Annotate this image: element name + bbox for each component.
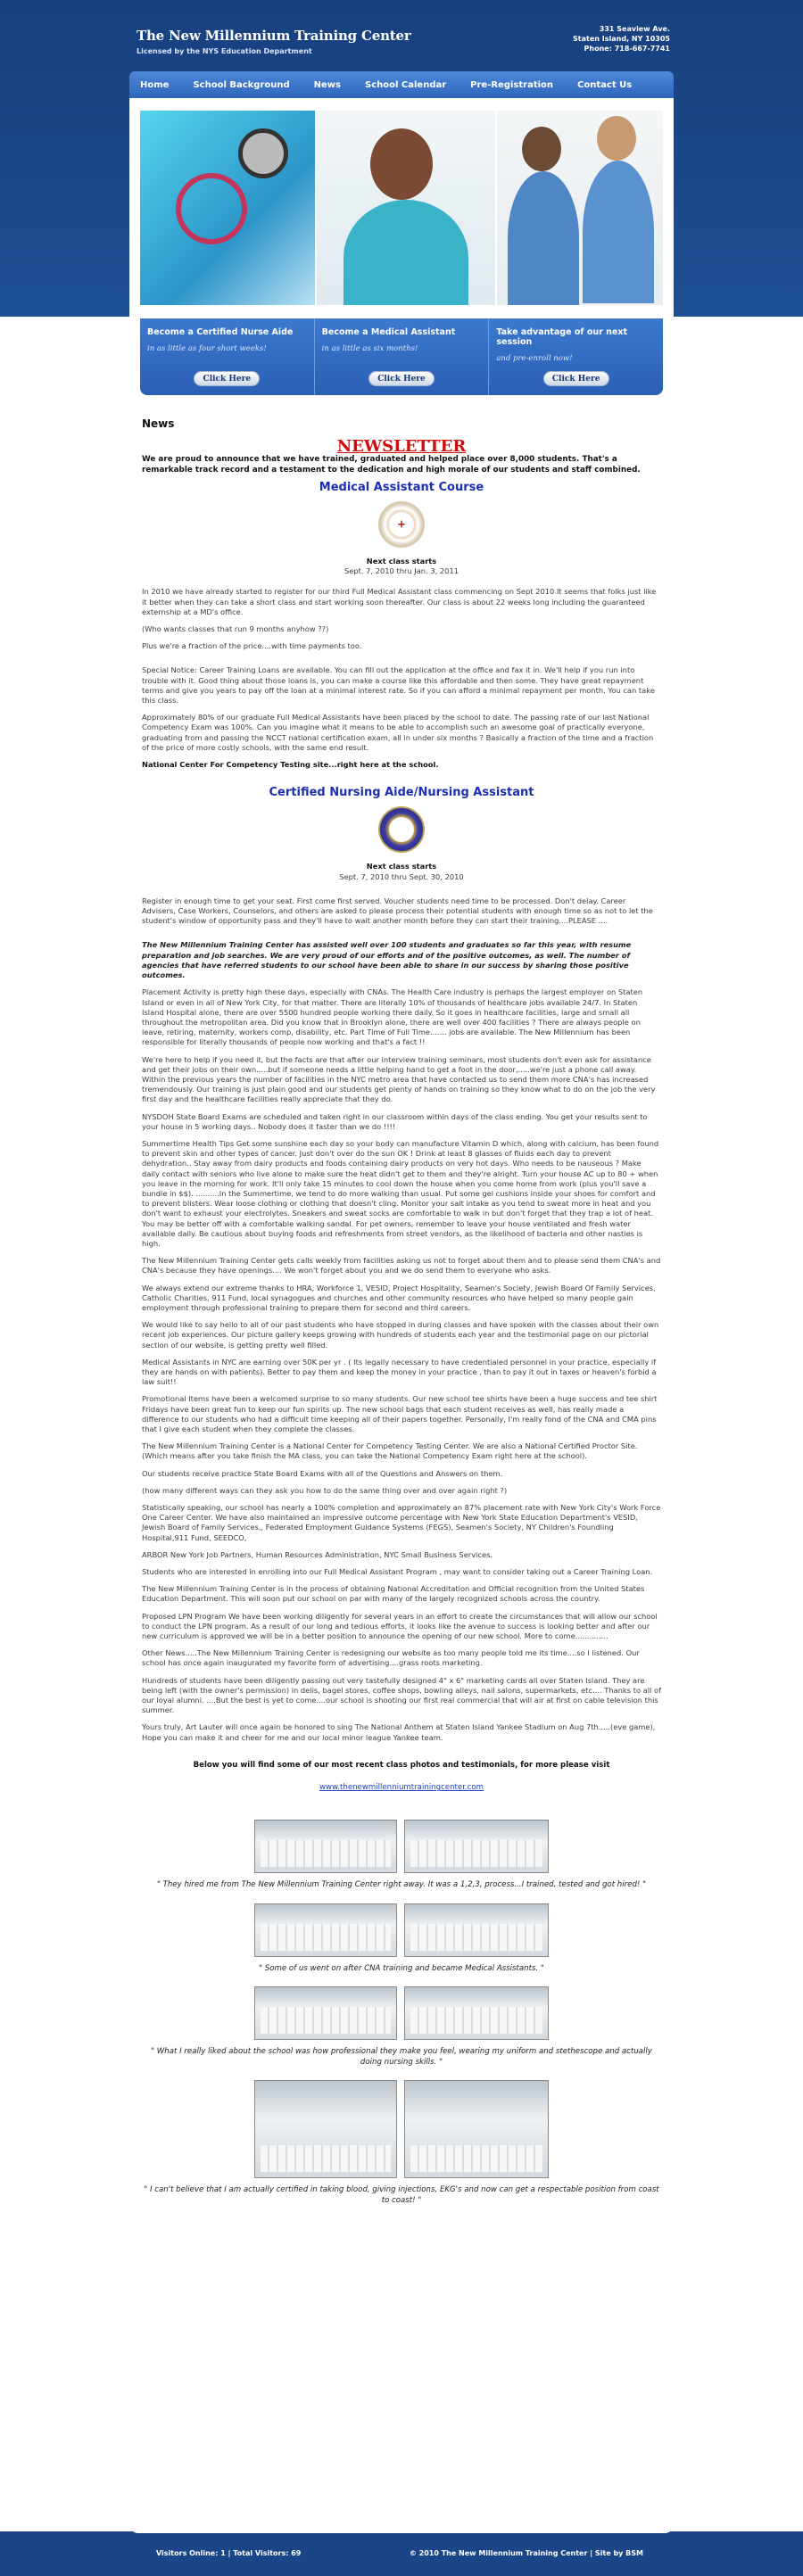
- testimonial: " What I really liked about the school was how professional they make you feel, wearing my uniform and stethescope and actually doing nursing skills. ": [151, 2047, 652, 2067]
- class-photo: [404, 1986, 549, 2040]
- promo-bar: [140, 318, 663, 395]
- cna-paragraph: The New Millennium Training Center gets calls weekly from facilities asking us not to forget about them and to please send them CNA's and CNA's because they have openings.... We won't forget about you and we do send them to everyone who asks.: [142, 1256, 661, 1276]
- class-photos: [254, 1986, 549, 2040]
- cna-paragraph: Summertime Health Tips Get some sunshine each day so your body can manufacture Vitamin D which, along with calcium, has been found to prevent skin and other types of cancer. Just don't over do the sun OK ! Drink at least 8 glasses of fluids each day to prevent dehydration.. Stay away from dairy products and foods containing dairy products on very hot days. Who needs to be nauseous ? Make daily contact with seniors who live alone to make sure the heat didn't get to them and they're alright. Turn your house AC up to 80 + when you leave in the morning for work. It'll only take 15 minutes to cool down the house when you come home from work (plus you'll save a bundle in $$). ..........In the Summertime, we tend to do more walking than usual. Put some gel cushions inside your shoes for comfort and to prevent blisters. Wear loose clothing or clothing that doesn't cling. Monitor your salt intake as you tend to sweat more in heat and you don't want to exhaust your electrolytes. Sneakers and sweat socks are comfortable to walk in but don't forget that they trap a lot of heat. You may be better off with a comfortable walking sandal. For pet owners, remember to leave your house ventilated and fresh water available daily. Be cautious about buying foods and refreshments from street vendors, as the likelihood of bacteria and other nasties is high.: [142, 1138, 659, 1248]
- cna-paragraph: Students who are interested in enrolling into our Full Medical Assistant Program , may want to consider taking out a Career Training Loan.: [142, 1567, 653, 1577]
- promo-title: Take advantage of our next session: [496, 327, 628, 347]
- promo-subtitle: in as little as six months!: [321, 344, 418, 353]
- main-nav: [129, 71, 674, 98]
- cna-paragraph: We're here to help if you need it, but the facts are that after our interview training seminars, most students don't even ask for assistance and get their jobs on their own.....but if someone needs a little helping hand to get a foot in the door,.....we're just a phone call away. Within the previous years the number of facilities in the NYC metro area that have contacted us to send them more CNA's has increased tremendously. Our training is just plain good and our students get plenty of hands on training so they know what to do on the job the very first day and the healthcare facilities really appreciate that they do.: [142, 1054, 656, 1104]
- nurse-head: [597, 116, 636, 161]
- newsletter-lead: We are proud to announce that we have trained, graduated and helped place over 8,000 students. That's a remarkable track record and a testament to the dedication and high morale of our students and staff combined.: [142, 455, 641, 475]
- ma-paragraph: Plus we're a fraction of the price....with time payments too.: [142, 641, 362, 651]
- class-photos: [254, 1903, 549, 1957]
- news-heading: News: [142, 417, 175, 430]
- site-header: [129, 0, 674, 68]
- cna-paragraph: Statistically speaking, our school has nearly a 100% completion and approximately an 87% placement rate with New York City's Work Force One Career Center. We have also maintained an impressive outcome percentage with New York State Education Department's VESID, Jewish Board of Family Services,, Federated Employment Guidance Systems (FEGS), Seamen's Society, NY Children's Foundling Hospital,911 Fund, SEEDCO,: [142, 1503, 661, 1542]
- class-photo: [254, 2080, 397, 2178]
- nav-contact-us[interactable]: Contact Us: [577, 79, 633, 90]
- class-photo: [254, 1903, 397, 1957]
- cna-paragraph: Our students receive practice State Board Exams with all of the Questions and Answers on them.: [142, 1468, 503, 1478]
- page-wrapper: [129, 0, 674, 2576]
- nurse-head: [370, 128, 433, 200]
- nurses-photo: [497, 111, 663, 305]
- copyright: © 2010 The New Millennium Training Center | Site by BSM: [409, 2549, 643, 2557]
- cna-paragraph: Medical Assistants in NYC are earning over 50K per yr . ( Its legally necessary to have credentialed personnel in your practice, especially if they are hands on with patients). Better to pay them and keep the money in your practice , than to pay it out in taxes or heaven's forbid a law suit!!: [142, 1357, 657, 1387]
- next-class-dates: Sept. 7, 2010 thru Sept. 30, 2010: [339, 871, 464, 881]
- phone-number: Phone: 718-667-7741: [584, 45, 670, 53]
- cna-paragraph: Promotional Items have been a welcomed surprise to so many students. Our new school tee shirts have been a huge success and tee shirt Fridays have been great fun to keep our fun spirits up. The new school bags that each student receives as well, has really made a difference to our students who had a difficult time keeping all of their papers together. Personally, I'm really fond of the CNA and CMA pins that I give each student when they complete the classes.: [142, 1394, 658, 1434]
- class-photo: [404, 1903, 549, 1957]
- ma-paragraph: In 2010 we have already started to register for our third Full Medical Assistant class commencing on Sept 2010 It seems that folks just like it better when they can take a short class and start working soon thereafter. Our class is about 22 weeks long including the guaranteed externship at a MD's office.: [142, 587, 657, 616]
- site-subtitle: Licensed by the NYS Education Department: [137, 47, 312, 55]
- contact-address: [573, 24, 670, 54]
- cna-click-here-button[interactable]: Click Here: [194, 371, 260, 386]
- nav-school-calendar[interactable]: School Calendar: [365, 79, 447, 90]
- stethoscope-photo: [140, 111, 315, 305]
- testimonial: " They hired me from The New Millennium Training Center right away. It was a 1,2,3, process...I trained, tested and got hired! ": [156, 1880, 647, 1890]
- nurse-head: [522, 127, 561, 171]
- cna-paragraph: We would like to say hello to all of our past students who have stopped in during classes and have spoken with the classes about their own recent job experiences. Our picture gallery keeps growing with hundreds of students each year and the testimonial page on our pictorial section of our website, is getting pretty well filled.: [142, 1320, 659, 1350]
- address-line: Staten Island, NY 10305: [573, 35, 670, 43]
- nurse-scrubs: [344, 200, 468, 305]
- ncct-notice: National Center For Competency Testing site...right here at the school.: [142, 760, 439, 770]
- cna-paragraph: Yours truly, Art Lauter will once again be honored to sing The National Anthem at Staten Island Yankee Stadium on Aug 7th.....(eve game), Hope you can make it and cheer for me and our local minor league Yankee team.: [142, 1722, 656, 1742]
- nurse-scrubs: [508, 171, 579, 305]
- cna-paragraph: NYSDOH State Board Exams are scheduled and taken right in our classroom within days of the class ending. You get your results sent to your house in 5 working days.. Nobody does it faster than we do !!!!: [142, 1111, 648, 1131]
- ma-course-heading: Medical Assistant Course: [319, 480, 484, 494]
- site-title[interactable]: The New Millennium Training Center: [137, 28, 411, 44]
- cna-paragraph: We always extend our extreme thanks to HRA, Workforce 1, VESID, Project Hospitality, Seamen's Society, Jewish Board Of Family Services, Catholic Charities, 911 Fund, local synagogues and churches and other community resources who have helped so many people gain employment through professional training to prepare them for second and third careers.: [142, 1283, 656, 1312]
- nav-home[interactable]: Home: [140, 79, 170, 90]
- promo-medical-assistant: [315, 318, 490, 395]
- promo-cna: [140, 318, 315, 395]
- nurse-scrubs: [583, 161, 654, 303]
- hero-banner: [129, 98, 674, 318]
- promo-subtitle: and pre-enroll now!: [496, 354, 573, 363]
- cna-paragraph: The New Millennium Training Center is in the process of obtaining National Accreditation and Official recognition from the United States Education Department. This will soon put our school on par with many of the largely recognized schools across the country.: [142, 1584, 645, 1604]
- nurse-photo: [317, 111, 495, 305]
- cna-paragraph: Proposed LPN Program We have been working diligently for several years in an effort to create the circumstances that will allow our school to conduct the LPN program. As a result of our long and tedious efforts, it looks like the avenue to success is looking better and after our new curriculum is approved we will be in a better position to announce the opening of our new school. More to come..............: [142, 1611, 658, 1641]
- special-notice: Special Notice: Career Training Loans are available. You can fill out the application at the office and fax it in. We'll help if you run into trouble with it. Good thing about those loans is, you can make a course like this affordable and then some. They have great repayment terms and give you years to pay off the loan at a minimal interest rate. So if you can afford a minimal repayment per month. You can take this class.: [142, 665, 655, 706]
- class-photo: [404, 1820, 549, 1873]
- testimonial: " Some of us went on after CNA training and became Medical Assistants. ": [259, 1963, 544, 1973]
- session-click-here-button[interactable]: Click Here: [543, 371, 609, 386]
- cna-paragraph: Hundreds of students have been diligently passing out very tastefully designed 4" x 6" marketing cards all over Staten Island. They are being left (with the owner's permission) in delis, bagel stores, coffee shops, bowling alleys, nail salons, supermarkets, etc.... Thanks to all of our loyal alumni. ....But the best is yet to come....our school is shooting our first real commercial that will air at first on cable television this summer.: [142, 1675, 661, 1715]
- cna-next-class: [142, 862, 661, 881]
- medical-seal-icon: +: [378, 501, 425, 548]
- website-link[interactable]: www.thenewmillenniumtrainingcenter.com: [319, 1783, 484, 1793]
- visitor-counter: Visitors Online: 1 | Total Visitors: 69: [156, 2549, 302, 2557]
- stethoscope-head-icon: [238, 128, 288, 178]
- class-photo: [254, 1986, 397, 2040]
- cna-paragraph: (how many different ways can they ask you how to do the same thing over and over again right ?): [142, 1485, 508, 1495]
- newsletter-title: NEWSLETTER: [336, 437, 467, 457]
- ma-paragraph: Approximately 80% of our graduate Full Medical Assistants have been placed by the school to date. The passing rate of our last National Competency Exam was 100%. Can you imagine what it means to be able to accomplish such an awesome goal of practically everyone, graduating from and passing the NCCT national certification exam, all in under six months ? Basically a fraction of the time and a fraction of the price of more costly schools, with the same end result.: [142, 713, 654, 752]
- class-photos: [254, 2080, 549, 2178]
- nav-pre-registration[interactable]: Pre-Registration: [470, 79, 554, 90]
- promo-next-session: [489, 318, 663, 395]
- ma-paragraph: (Who wants classes that run 9 months anyhow ??): [142, 624, 329, 634]
- nav-school-background[interactable]: School Background: [193, 79, 290, 90]
- testimonial: " I can't believe that I am actually certified in taking blood, giving injections, EKG's and now can get a respectable position from coast to coast! ": [144, 2185, 659, 2205]
- next-class-label: Next class starts: [366, 862, 437, 871]
- ma-next-class: [142, 557, 661, 576]
- cna-highlight: The New Millennium Training Center has assisted well over 100 students and graduates so far this year, with resume preparation and job searches. We are very proud of our efforts and of the positive outcomes, as well. The number of agencies that have referred students to our school have been able to share in our success by sharing those positive outcomes.: [142, 940, 632, 980]
- next-class-label: Next class starts: [366, 557, 437, 566]
- cna-course-heading: Certified Nursing Aide/Nursing Assistant: [269, 786, 534, 800]
- cna-paragraph: Register in enough time to get your seat. First come first served. Voucher students need time to be processed. Don't delay. Career Advisers, Case Workers, Counselors, and others are asked to please process their potential students with enough time so as not to let the student's window of opportunity pass and they'll have to wait another month before they can start their training....PLEASE ....: [142, 896, 653, 926]
- nursing-seal-icon: ✚: [378, 806, 425, 853]
- address-line: 331 Seaview Ave.: [599, 25, 670, 33]
- cna-paragraph: The New Millennium Training Center is a National Center for Competency Testing Center. We are also a National Certified Proctor Site. (Which means after you take finish the MA class, you can take the National Competency Exam right here at the school).: [142, 1441, 638, 1461]
- class-photo: [404, 2080, 549, 2178]
- class-photo: [254, 1820, 397, 1873]
- next-class-dates: Sept. 7, 2010 thru Jan. 3, 2011: [344, 566, 459, 576]
- visit-text: Below you will find some of our most recent class photos and testimonials, for more please visit: [193, 1760, 610, 1770]
- promo-subtitle: in as little as four short weeks!: [147, 344, 267, 353]
- news-content: [142, 419, 661, 2218]
- stethoscope-icon: [176, 173, 247, 244]
- ma-click-here-button[interactable]: Click Here: [368, 371, 435, 386]
- class-photos: [254, 1820, 549, 1873]
- cna-paragraph: Other News.....The New Millennium Training Center is redesigning our website as too many people told me its time....so I listened. Our school has once again inaugurated my favorite form of advertising....grass roots marketing.: [142, 1648, 640, 1668]
- nav-news[interactable]: News: [313, 79, 341, 90]
- cna-paragraph: Placement Activity is pretty high these days, especially with CNAs. The Health Care industry is perhaps the largest employer on Staten Island or even in all of New York City, for that matter. There are literally 10% of thousands of healthcare jobs available 24/7. In Staten Island Hospital alone, there are over 5500 hundred people working there daily. So it goes in healthcare facilities, large and small all throughout the metropolitan area. Did you know that in Brooklyn alone, there are well over 400 facilities ? There are always people on leave, retiring, maternity, workers comp, disability, etc. Part Time of Full Time....... jobs are available. The New Millennium has been responsible for literally thousands of people now working and that's a fact !!: [142, 987, 643, 1047]
- promo-title: Become a Certified Nurse Aide: [147, 327, 294, 337]
- cna-paragraph: ARBOR New York Job Partners, Human Resources Administration, NYC Small Business Services.: [142, 1549, 493, 1559]
- site-footer: [129, 2531, 674, 2558]
- promo-title: Become a Medical Assistant: [321, 327, 456, 337]
